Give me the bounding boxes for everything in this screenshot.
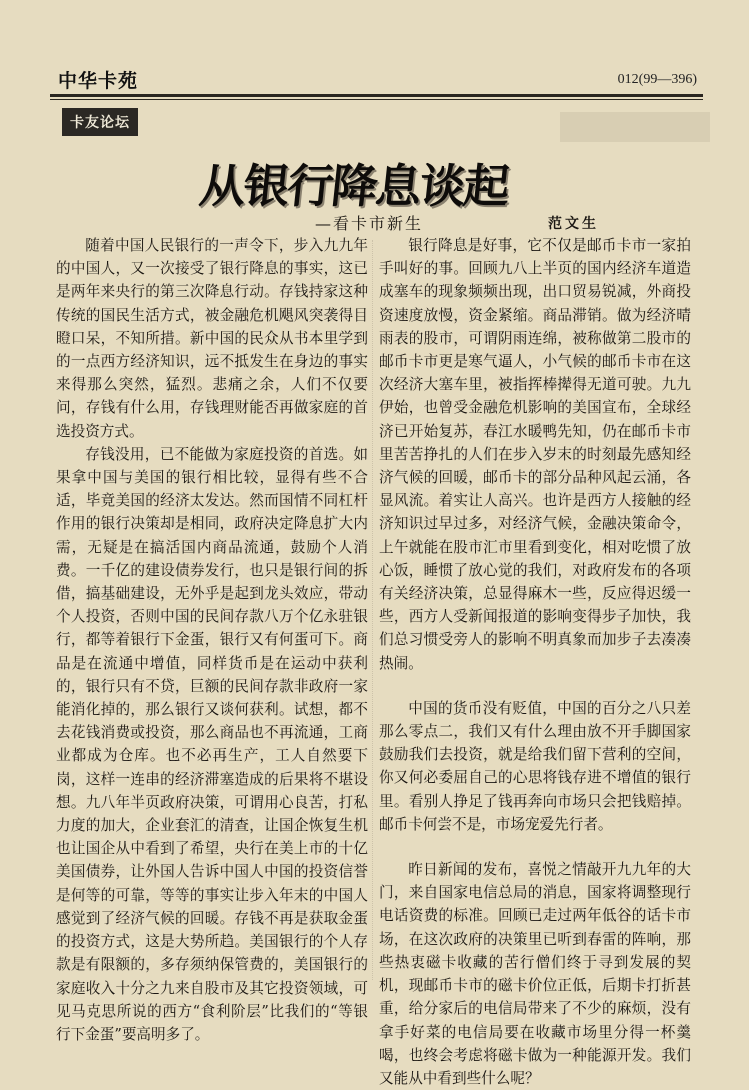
header-rule-thin <box>50 99 703 100</box>
paragraph: 昨日新闻的发布，喜悦之情敲开九九年的大门，来自国家电信总局的消息，国家将调整现行电话资费的标准。回顾已走过两年低谷的话卡市场，在这次政府的决策里已听到春雷的阵响，那些热衷磁卡收藏的苦行僧们终于寻到发展的契机，现邮币卡市的磁卡价位正低，后期卡打折甚重，给分家后的电信局带来了不少的麻烦，没有拿手好菜的电信局要在收藏市场里分得一杯羹喝，也终会考虑将磁卡做为一种能源开发。我们又能从中看到些什么呢？ <box>379 861 691 1087</box>
right-column <box>379 234 691 1090</box>
magazine-name: 中华卡苑 <box>58 70 139 92</box>
column-tag: 卡友论坛 <box>62 108 138 136</box>
paragraph: 存钱没用，已不能做为家庭投资的首选。如果拿中国与美国的银行相比较，显得有些不合适，毕竟美国的经济太发达。然而国情不同杠杆作用的银行决策却是相同，政府决定降息扩大内需，无疑是在搞活国内商品流通，鼓励个人消费。一千亿的建设债券发行，也只是银行间的拆借，搞基础建设，无外乎是起到龙头效应，带动个人投资，否则中国的民间存款八万个亿永驻银行，都等着银行下金蛋，银行又有何蛋可下。商品是在流通中增值，同样货币是在运动中获利的，银行只有不贷，巨额的民间存款非政府一家能消化掉的，那么银行又谈何获利。试想，都不去花钱消费或投资，那么商品也不再流通，工商业都成为仓库。也不必再生产，工人自然要下岗，这样一连串的经济滞塞造成的后果将不堪设想。九八年半页政府决策，可谓用心良苦，打私力度的加大，企业套汇的清查，让国企恢复生机也让国企从中看到了希望，央行在美上市的十亿美国债券，让外国人告诉中国人中国的投资信誉是何等的可靠，等等的事实让步入年末的中国人感觉到了经济气候的回暖。存钱不再是获取金蛋的投资方式，这是大势所趋。美国银行的个人存款是有限额的，多存须纳保管费的，美国银行的家庭收入十分之九来自股市及其它投资领域，可见马克思所说的西方“食利阶层”比我们的“等银行下金蛋”要高明多了。 <box>56 445 368 1043</box>
article-author: 范文生 <box>548 216 599 232</box>
article-title: 从银行降息谈起 <box>196 159 511 213</box>
article-subtitle: —看卡市新生 <box>315 214 424 233</box>
paragraph: 中国的货币没有贬值，中国的百分之八只差那么零点二，我们又有什么理由放不开手脚国家鼓励我们去投资，就是给我们留下营利的空间，你又何必委屈自己的心思将钱存进不增值的银行里。看别人挣足了钱再奔向市场只会把钱赔掉。邮币卡何尝不是，市场宠爱先行者。 <box>379 699 691 833</box>
issue-code: 012(99—396) <box>617 72 697 87</box>
paragraph: 随着中国人民银行的一声令下，步入九九年的中国人，又一次接受了银行降息的事实，这已是两年来央行的第三次降息行动。存钱持家这种传统的国民生活方式，被金融危机飓风突袭得目瞪口呆，不知所措。新中国的民众从书本里学到的一点西方经济知识，远不抵发生在身边的事实来得那么突然，猛烈。悲痛之余，人们不仅要问，存钱有什么用，存钱理财能否再做家庭的首选投资方式。 <box>56 237 368 440</box>
column-divider <box>372 240 373 980</box>
show-through-shadow <box>560 112 710 142</box>
left-column <box>56 234 368 1046</box>
paragraph: 银行降息是好事，它不仅是邮币卡市一家拍手叫好的事。回顾九八上半页的国内经济车道造成塞车的现象频频出现，出口贸易锐减，外商投资速度放慢，资金紧缩。商品滞销。做为经济晴雨表的股市，可谓阴雨连绵，被称做第二股市的邮币卡市更是寒气逼人，小气候的邮币卡市在这次经济大塞车里，被指挥棒撵得无道可驶。九九伊始，也曾受金融危机影响的美国宣布，全球经济已开始复苏，春江水暖鸭先知，仍在邮币卡市里苦苦挣扎的人们在步入岁末的时刻最先感知经济气候的回暖，邮币卡的部分品种风起云涌，各显风流。着实让人高兴。也许是西方人接触的经济知识过早过多，对经济气候，金融决策命令，上午就能在股市汇市里看到变化，相对吃惯了放心饭，睡惯了放心觉的我们，对政府发布的各项有关经济决策，总显得麻木一些，反应得迟缓一些，西方人受新闻报道的影响变得步子加快，我们总习惯受旁人的影响不明真象而加步子去凑凑热闹。 <box>379 237 691 672</box>
header-rule <box>50 94 703 97</box>
